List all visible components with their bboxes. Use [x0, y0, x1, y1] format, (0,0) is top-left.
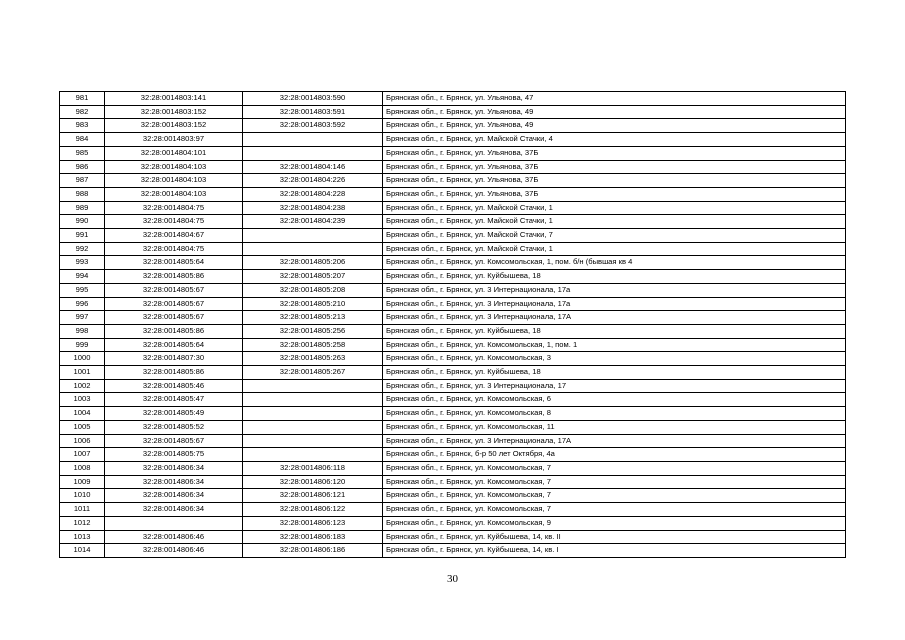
cadastral-number-cell: 32:28:0014805:86 — [105, 270, 243, 284]
cadastral-number-cell — [105, 516, 243, 530]
premises-number-cell: 32:28:0014805:207 — [243, 270, 383, 284]
address-cell: Брянская обл., г. Брянск, ул. 3 Интернационала, 17А — [383, 434, 846, 448]
table-row — [60, 242, 846, 256]
cadastral-number-cell: 32:28:0014805:86 — [105, 366, 243, 380]
table-row — [60, 105, 846, 119]
address-cell: Брянская обл., г. Брянск, ул. Майской Стачки, 4 — [383, 133, 846, 147]
cadastral-number-cell: 32:28:0014803:152 — [105, 119, 243, 133]
premises-number-cell: 32:28:0014803:591 — [243, 105, 383, 119]
premises-number-cell: 32:28:0014805:267 — [243, 366, 383, 380]
table-row — [60, 475, 846, 489]
premises-number-cell: 32:28:0014806:183 — [243, 530, 383, 544]
table-row — [60, 352, 846, 366]
premises-number-cell: 32:28:0014804:226 — [243, 174, 383, 188]
address-cell: Брянская обл., г. Брянск, ул. 3 Интернационала, 17А — [383, 311, 846, 325]
address-cell: Брянская обл., г. Брянск, ул. Куйбышева, 18 — [383, 270, 846, 284]
premises-number-cell — [243, 379, 383, 393]
cadastral-number-cell: 32:28:0014805:86 — [105, 324, 243, 338]
row-number-cell: 1007 — [60, 448, 105, 462]
table-row — [60, 516, 846, 530]
premises-number-cell: 32:28:0014805:210 — [243, 297, 383, 311]
row-number-cell: 982 — [60, 105, 105, 119]
table-row — [60, 215, 846, 229]
table-row — [60, 503, 846, 517]
premises-number-cell — [243, 393, 383, 407]
cadastral-number-cell: 32:28:0014805:67 — [105, 297, 243, 311]
premises-number-cell: 32:28:0014803:592 — [243, 119, 383, 133]
address-cell: Брянская обл., г. Брянск, ул. Ульянова, 49 — [383, 119, 846, 133]
cadastral-number-cell: 32:28:0014806:46 — [105, 530, 243, 544]
premises-number-cell — [243, 434, 383, 448]
table-row — [60, 119, 846, 133]
table-row — [60, 434, 846, 448]
row-number-cell: 986 — [60, 160, 105, 174]
premises-number-cell: 32:28:0014806:118 — [243, 461, 383, 475]
row-number-cell: 987 — [60, 174, 105, 188]
premises-number-cell: 32:28:0014804:239 — [243, 215, 383, 229]
cadastral-number-cell: 32:28:0014804:67 — [105, 229, 243, 243]
address-cell: Брянская обл., г. Брянск, ул. Майской Стачки, 1 — [383, 242, 846, 256]
cadastral-number-cell: 32:28:0014805:46 — [105, 379, 243, 393]
page-number: 30 — [447, 573, 458, 585]
table-row — [60, 366, 846, 380]
row-number-cell: 991 — [60, 229, 105, 243]
table-row — [60, 297, 846, 311]
premises-number-cell: 32:28:0014806:186 — [243, 544, 383, 558]
premises-number-cell — [243, 242, 383, 256]
cadastral-number-cell: 32:28:0014804:75 — [105, 201, 243, 215]
table-row — [60, 174, 846, 188]
address-cell: Брянская обл., г. Брянск, ул. Комсомольская, 3 — [383, 352, 846, 366]
row-number-cell: 985 — [60, 146, 105, 160]
cadastral-number-cell: 32:28:0014806:46 — [105, 544, 243, 558]
cadastral-number-cell: 32:28:0014805:64 — [105, 256, 243, 270]
cadastral-number-cell: 32:28:0014804:101 — [105, 146, 243, 160]
premises-number-cell — [243, 133, 383, 147]
table-row — [60, 489, 846, 503]
premises-number-cell: 32:28:0014804:238 — [243, 201, 383, 215]
row-number-cell: 1003 — [60, 393, 105, 407]
address-cell: Брянская обл., г. Брянск, ул. Комсомольская, 7 — [383, 461, 846, 475]
table-row — [60, 133, 846, 147]
address-cell: Брянская обл., г. Брянск, ул. Ульянова, 37Б — [383, 187, 846, 201]
premises-number-cell: 32:28:0014805:256 — [243, 324, 383, 338]
cadastral-number-cell: 32:28:0014805:49 — [105, 407, 243, 421]
premises-number-cell: 32:28:0014806:120 — [243, 475, 383, 489]
premises-number-cell: 32:28:0014806:122 — [243, 503, 383, 517]
cadastral-number-cell: 32:28:0014804:75 — [105, 215, 243, 229]
premises-number-cell: 32:28:0014805:263 — [243, 352, 383, 366]
row-number-cell: 1005 — [60, 420, 105, 434]
row-number-cell: 993 — [60, 256, 105, 270]
cadastral-number-cell: 32:28:0014804:75 — [105, 242, 243, 256]
cadastral-number-cell: 32:28:0014804:103 — [105, 174, 243, 188]
row-number-cell: 994 — [60, 270, 105, 284]
cadastral-number-cell: 32:28:0014806:34 — [105, 475, 243, 489]
row-number-cell: 1008 — [60, 461, 105, 475]
cadastral-number-cell: 32:28:0014805:52 — [105, 420, 243, 434]
row-number-cell: 992 — [60, 242, 105, 256]
address-cell: Брянская обл., г. Брянск, ул. Майской Стачки, 7 — [383, 229, 846, 243]
property-register-table — [59, 91, 846, 558]
premises-number-cell: 32:28:0014804:146 — [243, 160, 383, 174]
premises-number-cell: 32:28:0014804:228 — [243, 187, 383, 201]
address-cell: Брянская обл., г. Брянск, ул. Комсомольская, 7 — [383, 475, 846, 489]
table-row — [60, 92, 846, 106]
table-row — [60, 187, 846, 201]
table-row — [60, 530, 846, 544]
address-cell: Брянская обл., г. Брянск, ул. Ульянова, 37Б — [383, 146, 846, 160]
row-number-cell: 1014 — [60, 544, 105, 558]
address-cell: Брянская обл., г. Брянск, ул. Куйбышева, 14, кв. I — [383, 544, 846, 558]
row-number-cell: 989 — [60, 201, 105, 215]
table-row — [60, 256, 846, 270]
premises-number-cell: 32:28:0014806:121 — [243, 489, 383, 503]
cadastral-number-cell: 32:28:0014807:30 — [105, 352, 243, 366]
address-cell: Брянская обл., г. Брянск, ул. Ульянова, 47 — [383, 92, 846, 106]
row-number-cell: 984 — [60, 133, 105, 147]
address-cell: Брянская обл., г. Брянск, ул. Комсомольская, 1, пом. 1 — [383, 338, 846, 352]
cadastral-number-cell: 32:28:0014805:64 — [105, 338, 243, 352]
address-cell: Брянская обл., г. Брянск, ул. Куйбышева, 18 — [383, 366, 846, 380]
row-number-cell: 998 — [60, 324, 105, 338]
premises-number-cell — [243, 146, 383, 160]
table-row — [60, 146, 846, 160]
cadastral-number-cell: 32:28:0014805:75 — [105, 448, 243, 462]
premises-number-cell — [243, 420, 383, 434]
cadastral-number-cell: 32:28:0014805:47 — [105, 393, 243, 407]
cadastral-number-cell: 32:28:0014805:67 — [105, 434, 243, 448]
premises-number-cell — [243, 407, 383, 421]
row-number-cell: 1004 — [60, 407, 105, 421]
address-cell: Брянская обл., г. Брянск, б-р 50 лет Октября, 4а — [383, 448, 846, 462]
table-row — [60, 270, 846, 284]
table-row — [60, 283, 846, 297]
address-cell: Брянская обл., г. Брянск, ул. Комсомольская, 7 — [383, 503, 846, 517]
premises-number-cell: 32:28:0014803:590 — [243, 92, 383, 106]
table-body — [60, 92, 846, 558]
address-cell: Брянская обл., г. Брянск, ул. Комсомольская, 7 — [383, 489, 846, 503]
cadastral-number-cell: 32:28:0014804:103 — [105, 187, 243, 201]
table-row — [60, 420, 846, 434]
address-cell: Брянская обл., г. Брянск, ул. 3 Интернационала, 17а — [383, 297, 846, 311]
address-cell: Брянская обл., г. Брянск, ул. Ульянова, 49 — [383, 105, 846, 119]
table-row — [60, 461, 846, 475]
row-number-cell: 1000 — [60, 352, 105, 366]
premises-number-cell — [243, 448, 383, 462]
premises-number-cell: 32:28:0014805:213 — [243, 311, 383, 325]
row-number-cell: 1001 — [60, 366, 105, 380]
cadastral-number-cell: 32:28:0014806:34 — [105, 489, 243, 503]
cadastral-number-cell: 32:28:0014806:34 — [105, 461, 243, 475]
row-number-cell: 1011 — [60, 503, 105, 517]
table-row — [60, 544, 846, 558]
address-cell: Брянская обл., г. Брянск, ул. Комсомольская, 9 — [383, 516, 846, 530]
premises-number-cell: 32:28:0014805:258 — [243, 338, 383, 352]
table-row — [60, 229, 846, 243]
row-number-cell: 981 — [60, 92, 105, 106]
row-number-cell: 995 — [60, 283, 105, 297]
row-number-cell: 990 — [60, 215, 105, 229]
table-row — [60, 338, 846, 352]
table-row — [60, 324, 846, 338]
table-row — [60, 311, 846, 325]
table-row — [60, 393, 846, 407]
table-row — [60, 201, 846, 215]
row-number-cell: 1010 — [60, 489, 105, 503]
row-number-cell: 999 — [60, 338, 105, 352]
premises-number-cell: 32:28:0014806:123 — [243, 516, 383, 530]
row-number-cell: 1006 — [60, 434, 105, 448]
premises-number-cell — [243, 229, 383, 243]
cadastral-number-cell: 32:28:0014803:152 — [105, 105, 243, 119]
address-cell: Брянская обл., г. Брянск, ул. Майской Стачки, 1 — [383, 215, 846, 229]
row-number-cell: 983 — [60, 119, 105, 133]
cadastral-number-cell: 32:28:0014803:97 — [105, 133, 243, 147]
row-number-cell: 988 — [60, 187, 105, 201]
cadastral-number-cell: 32:28:0014805:67 — [105, 283, 243, 297]
row-number-cell: 1002 — [60, 379, 105, 393]
cadastral-number-cell: 32:28:0014803:141 — [105, 92, 243, 106]
address-cell: Брянская обл., г. Брянск, ул. Комсомольская, 6 — [383, 393, 846, 407]
row-number-cell: 996 — [60, 297, 105, 311]
address-cell: Брянская обл., г. Брянск, ул. Ульянова, 37Б — [383, 174, 846, 188]
table-row — [60, 379, 846, 393]
premises-number-cell: 32:28:0014805:206 — [243, 256, 383, 270]
premises-number-cell: 32:28:0014805:208 — [243, 283, 383, 297]
address-cell: Брянская обл., г. Брянск, ул. 3 Интернационала, 17а — [383, 283, 846, 297]
address-cell: Брянская обл., г. Брянск, ул. Комсомольская, 1, пом. б/н (бывшая кв 4 — [383, 256, 846, 270]
address-cell: Брянская обл., г. Брянск, ул. Куйбышева, 14, кв. II — [383, 530, 846, 544]
address-cell: Брянская обл., г. Брянск, ул. Майской Стачки, 1 — [383, 201, 846, 215]
address-cell: Брянская обл., г. Брянск, ул. 3 Интернационала, 17 — [383, 379, 846, 393]
address-cell: Брянская обл., г. Брянск, ул. Куйбышева, 18 — [383, 324, 846, 338]
address-cell: Брянская обл., г. Брянск, ул. Комсомольская, 8 — [383, 407, 846, 421]
cadastral-number-cell: 32:28:0014805:67 — [105, 311, 243, 325]
row-number-cell: 997 — [60, 311, 105, 325]
row-number-cell: 1013 — [60, 530, 105, 544]
table-row — [60, 407, 846, 421]
address-cell: Брянская обл., г. Брянск, ул. Ульянова, 37Б — [383, 160, 846, 174]
cadastral-number-cell: 32:28:0014804:103 — [105, 160, 243, 174]
row-number-cell: 1009 — [60, 475, 105, 489]
cadastral-number-cell: 32:28:0014806:34 — [105, 503, 243, 517]
table-row — [60, 160, 846, 174]
table-row — [60, 448, 846, 462]
address-cell: Брянская обл., г. Брянск, ул. Комсомольская, 11 — [383, 420, 846, 434]
row-number-cell: 1012 — [60, 516, 105, 530]
